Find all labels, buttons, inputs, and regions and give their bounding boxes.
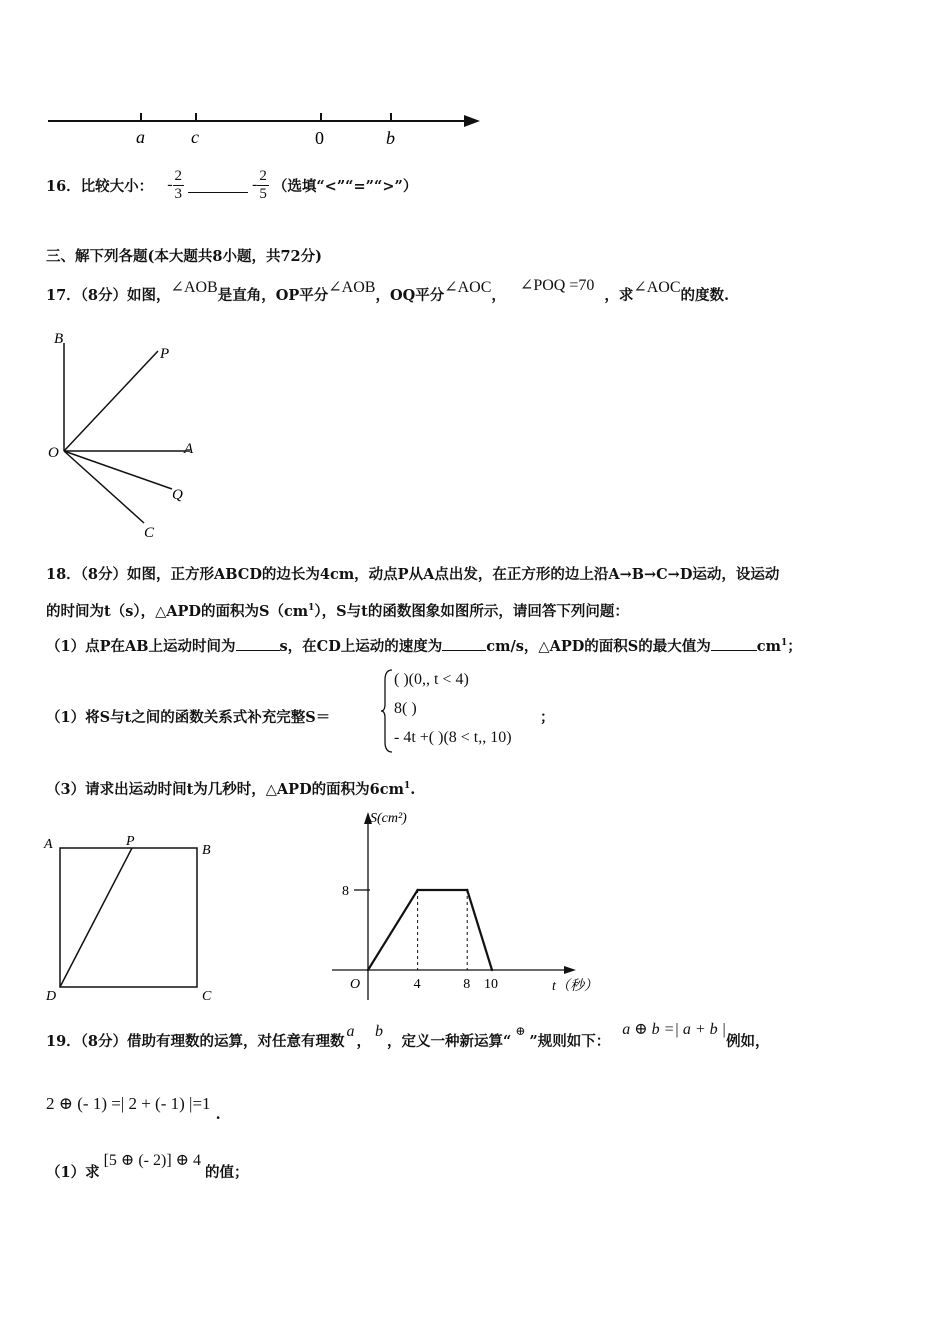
- q19-var-b: b: [375, 1023, 384, 1040]
- ray-op: [64, 351, 158, 451]
- chart-marks: [342, 884, 498, 992]
- q19-p1-expr: [5 ⊕ (- 2)] ⊕ 4: [103, 1152, 202, 1169]
- origin-label: O: [350, 977, 361, 992]
- label-c: c: [191, 127, 199, 147]
- label-A: A: [44, 837, 53, 852]
- label-P: P: [160, 346, 170, 362]
- x-axis-arrow: [564, 966, 576, 974]
- square-figure: [40, 828, 230, 1008]
- q17-t6: 的度数.: [680, 287, 730, 304]
- q18-line1: 18．（8分）如图，正方形ABCD的边长为4cm，动点P从A点出发，在正方形的边上沿A→B→C→D运动，设运动: [46, 566, 780, 583]
- x-tick-label-10: 10: [484, 977, 498, 992]
- q18-blank-max[interactable]: [711, 636, 757, 651]
- q18-line2a: 的时间为t（s），△APD的面积为S（cm: [46, 603, 309, 620]
- series-line: [368, 890, 492, 970]
- q19-t1: 19．（8分）借助有理数的运算，对任意有理数: [46, 1033, 345, 1050]
- q18-line2: [46, 600, 629, 621]
- q17-m1: ∠AOB: [170, 279, 218, 296]
- q16-suffix: （选填“<”“=”“>”）: [272, 177, 418, 195]
- q18-part2-end: ；: [540, 709, 555, 726]
- q18-p1-sup: 1: [780, 638, 788, 649]
- data-point-3: [491, 969, 493, 971]
- q16-frac1-num: 2: [174, 167, 183, 184]
- q16: [46, 165, 417, 205]
- q18-p1c: cm/s，△APD的面积S的最大值为: [486, 638, 711, 655]
- label-A: A: [184, 441, 194, 457]
- q16-prefix: 16．比较大小：: [46, 177, 154, 195]
- q17-t1: 17．（8分）如图，: [46, 287, 171, 304]
- label-C: C: [144, 525, 155, 541]
- q17-m2: ∠AOB: [328, 279, 376, 296]
- q17-m4: ∠POQ =70: [519, 277, 595, 294]
- q19-var-a: a: [346, 1023, 355, 1040]
- q18-p3b: .: [410, 781, 416, 798]
- number-line: [40, 100, 490, 155]
- label-a: a: [136, 127, 145, 147]
- ray-oq: [64, 451, 172, 489]
- q17-m3: ∠AOC: [444, 279, 492, 296]
- case-1: ( )(0,, t < 4): [394, 671, 469, 688]
- data-point-0: [367, 969, 369, 971]
- q19-t5: 例如，: [726, 1033, 770, 1050]
- q18-part2-label: （1）将S与t之间的函数关系式补充完整S＝: [46, 709, 331, 726]
- q19-op-symbol: ⊕: [515, 1024, 526, 1038]
- case-2: 8( ): [394, 700, 417, 717]
- st-chart: [320, 800, 620, 1005]
- ray-oc: [64, 451, 144, 523]
- q18-line2b: ），S与t的函数图象如图所示，请回答下列问题：: [314, 603, 629, 620]
- x-tick-label-8: 8: [463, 977, 471, 992]
- q18-p1e: ；: [787, 638, 802, 655]
- x-axis-label: t（秒）: [552, 979, 598, 994]
- q19-example-end: .: [215, 1106, 221, 1123]
- q18-blank-time[interactable]: [236, 636, 280, 651]
- q18-part3: [46, 778, 415, 799]
- q19-t2: ，: [356, 1033, 372, 1050]
- label-B: B: [202, 843, 211, 858]
- q17-t5: ，求: [604, 287, 634, 304]
- q16-frac1: [173, 168, 185, 203]
- data-point-2: [466, 889, 468, 891]
- q16-frac2-den: 5: [259, 185, 267, 202]
- x-tick-label-4: 4: [413, 977, 421, 992]
- label-0: 0: [315, 128, 324, 148]
- q19-example: [46, 1094, 221, 1123]
- q18-p3a: （3）请求出运动时间t为几秒时，△APD的面积为6cm: [46, 781, 404, 798]
- label-D: D: [46, 989, 57, 1004]
- q19-part1: [46, 1152, 249, 1182]
- q19-t3: ，定义一种新运算“: [387, 1033, 512, 1050]
- q16-frac2: [257, 168, 269, 203]
- q18-p1d: cm: [756, 638, 781, 655]
- case-3: - 4t +( )(8 < t,, 10): [394, 729, 512, 746]
- piecewise-brace: [380, 668, 394, 754]
- label-O: O: [48, 445, 59, 461]
- section3-title: 三、解下列各题(本大题共8小题，共72分): [46, 248, 322, 265]
- q16-frac2-num: 2: [259, 167, 267, 184]
- y-axis-label: S(cm²): [370, 811, 407, 826]
- q17-t2: 是直角，OP平分: [217, 287, 329, 304]
- q19-text: [46, 1017, 770, 1051]
- square-abcd: [60, 848, 197, 987]
- q16-frac2-sign: -: [252, 176, 258, 193]
- data-point-1: [416, 889, 418, 891]
- q18-p1b: s，在CD上运动的速度为: [279, 638, 443, 655]
- segment-pd: [60, 848, 132, 987]
- label-C: C: [202, 989, 212, 1004]
- q16-frac1-sign: -: [167, 176, 173, 193]
- q16-frac1-den: 3: [174, 185, 183, 202]
- q18-p3-sup: 1: [403, 781, 411, 792]
- q18-blank-speed[interactable]: [442, 636, 486, 651]
- label-b: b: [386, 128, 395, 148]
- q16-answer-blank[interactable]: [188, 178, 248, 193]
- label-P: P: [126, 834, 135, 849]
- label-B: B: [54, 331, 64, 347]
- q17-text: [46, 277, 729, 305]
- q18-line2-sup: 1: [308, 603, 315, 614]
- q17-angle-figure: [40, 325, 210, 545]
- q19-t4: ”规则如下：: [529, 1033, 611, 1050]
- q19-p1b: 的值；: [205, 1164, 249, 1181]
- q18-part1: [46, 635, 802, 656]
- label-Q: Q: [172, 487, 183, 503]
- q18-p1a: （1）点P在AB上运动时间为: [46, 638, 236, 655]
- q17-t3: ，OQ平分: [375, 287, 445, 304]
- q17-t4: ，: [491, 287, 506, 304]
- q19-rule: a ⊕ b =| a + b |: [622, 1021, 727, 1038]
- q17-m5: ∠AOC: [633, 279, 681, 296]
- y-tick-label-8: 8: [342, 884, 349, 899]
- q19-p1a: （1）求: [46, 1164, 100, 1181]
- q19-example-expr: 2 ⊕ (- 1) =| 2 + (- 1) |=1: [46, 1094, 211, 1113]
- number-line-arrow: [464, 115, 480, 127]
